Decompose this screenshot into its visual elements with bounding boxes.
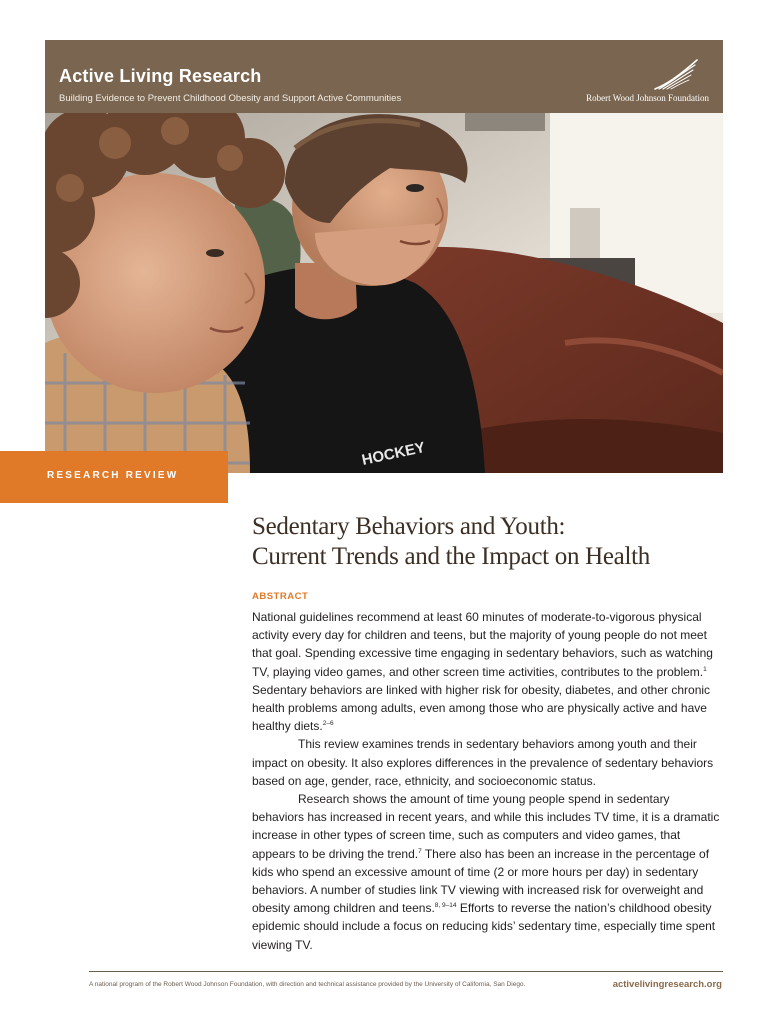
rwjf-logo — [579, 58, 709, 104]
brand-tagline: Building Evidence to Prevent Childhood Obesity and Support Active Communities — [59, 93, 402, 104]
rwjf-wing-icon — [653, 58, 699, 92]
abstract-body — [252, 608, 724, 954]
title-line-2: Current Trends and the Impact on Health — [252, 543, 650, 570]
shirt-text: HOCKEY — [360, 438, 427, 469]
header-band — [45, 40, 723, 113]
cover-photo — [45, 113, 723, 473]
photo-two-boys-on-couch — [45, 113, 723, 473]
footer-divider — [89, 971, 723, 972]
badge-label: RESEARCH REVIEW — [47, 470, 179, 481]
abstract-paragraph-2: This review examines trends in sedentary behaviors among youth and their impact on obesity. It also explores differences in the prevalence of sedentary behaviors based on age, gender, race, ethnicity, and socioeconomic status. — [252, 737, 714, 788]
abstract-paragraph-1: National guidelines recommend at least 60 minutes of moderate-to-vigorous physical activity every day for children and teens, but the majority of young people do not meet that goal. Spending excessive time engaging in sedentary behaviors, such as watching TV, playing video games, and other screen time activities, contributes to the problem.$^1$ Sedentary behaviors are linked with higher risk for obesity, diabetes, and other chronic health problems among adults, even among those who are physically active and have healthy diets.$^{2-6}$ — [252, 610, 713, 734]
rwjf-name: Robert Wood Johnson Foundation — [586, 93, 709, 103]
brand-title: Active Living Research — [59, 66, 262, 86]
title-line-1: Sedentary Behaviors and Youth: — [252, 513, 566, 540]
abstract-paragraph-3: Research shows the amount of time young people spend in sedentary behaviors has increased in recent years, and while this includes TV time, it is a dramatic increase in other types of screen time, such as computers and video games, that appears to be driving the trend.$^7$ There also has been an increase in the percentage of kids who spend an excessive amount of time (2 or more hours per day) in sedentary behaviors. A number of studies link TV viewing with increased risk for overweight and obesity among children and teens.$^{8, 9-14}$ Efforts to reverse the nation’s childhood obesity epidemic should include a focus on reducing kids’ sedentary time, especially time spent viewing TV. — [252, 792, 720, 952]
footer-note: A national program of the Robert Wood Johnson Foundation, with direction and technical assistance provided by the University of California, San Diego. — [89, 981, 526, 988]
footer-url-link[interactable]: activelivingresearch.org — [612, 979, 722, 990]
citation-ref: 2–6 — [322, 720, 334, 728]
citation-ref: 8, 9–14 — [434, 902, 457, 910]
citation-ref: 1 — [703, 665, 707, 673]
document-title — [252, 512, 732, 572]
research-review-badge — [0, 451, 228, 503]
citation-ref: 7 — [418, 847, 422, 855]
abstract-heading: ABSTRACT — [252, 591, 309, 602]
